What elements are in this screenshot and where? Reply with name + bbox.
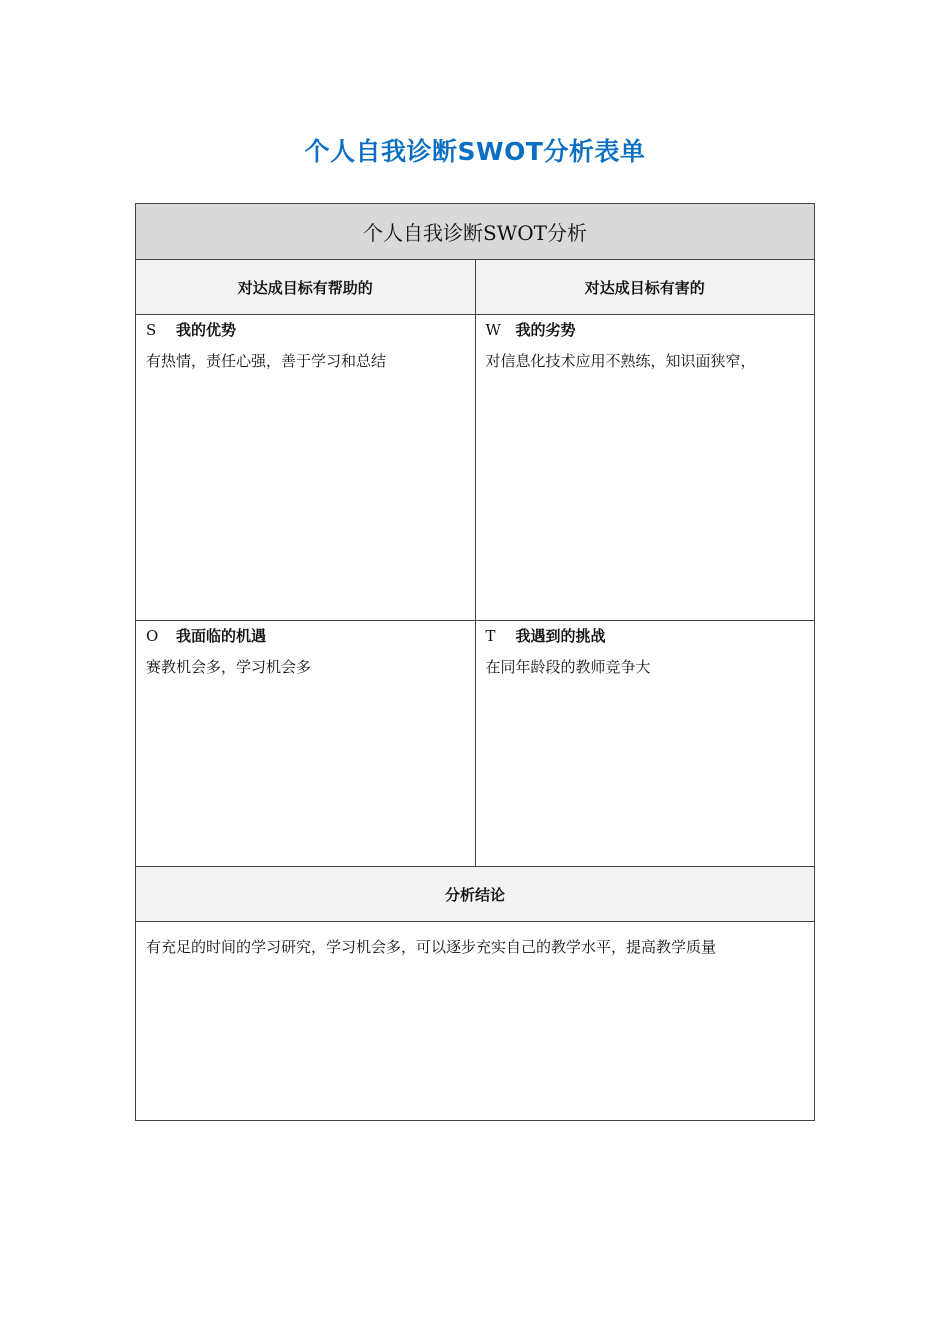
conclusion-heading: 分析结论 (136, 867, 815, 922)
weaknesses-heading (486, 320, 805, 340)
conclusion-text: 有充足的时间的学习研究，学习机会多，可以逐步充实自己的教学水平，提高教学质量 (136, 922, 815, 1121)
opportunities-title: 我面临的机遇 (176, 627, 267, 645)
conclusion-row (136, 922, 815, 1121)
strengths-text: 有热情，责任心强，善于学习和总结 (146, 352, 387, 370)
table-header-row (136, 204, 815, 260)
opportunities-cell (136, 621, 476, 867)
strengths-heading (146, 320, 465, 340)
weaknesses-cell (475, 315, 815, 621)
threats-cell (475, 621, 815, 867)
weaknesses-text: 对信息化技术应用不熟练，知识面狭窄， (485, 352, 756, 370)
table-header: 个人自我诊断SWOT分析 (136, 204, 815, 260)
ot-row (136, 621, 815, 867)
threats-letter: T (485, 627, 496, 645)
opportunities-letter: O (146, 627, 159, 645)
harmful-column-header: 对达成目标有害的 (475, 260, 815, 315)
conclusion-header-row (136, 867, 815, 922)
swot-table (135, 203, 815, 1121)
opportunities-text: 赛教机会多，学习机会多 (146, 658, 312, 676)
sw-row (136, 315, 815, 621)
threats-title: 我遇到的挑战 (515, 627, 606, 645)
strengths-cell (136, 315, 476, 621)
weaknesses-title: 我的劣势 (515, 321, 576, 339)
weaknesses-letter: W (485, 321, 501, 339)
page-title: 个人自我诊断SWOT分析表单 (304, 137, 646, 166)
strengths-letter: S (146, 321, 157, 339)
threats-text: 在同年龄段的教师竞争大 (485, 658, 651, 676)
helpful-column-header: 对达成目标有帮助的 (136, 260, 476, 315)
opportunities-heading (146, 626, 465, 646)
column-header-row (136, 260, 815, 315)
strengths-title: 我的优势 (176, 321, 237, 339)
threats-heading (486, 626, 805, 646)
